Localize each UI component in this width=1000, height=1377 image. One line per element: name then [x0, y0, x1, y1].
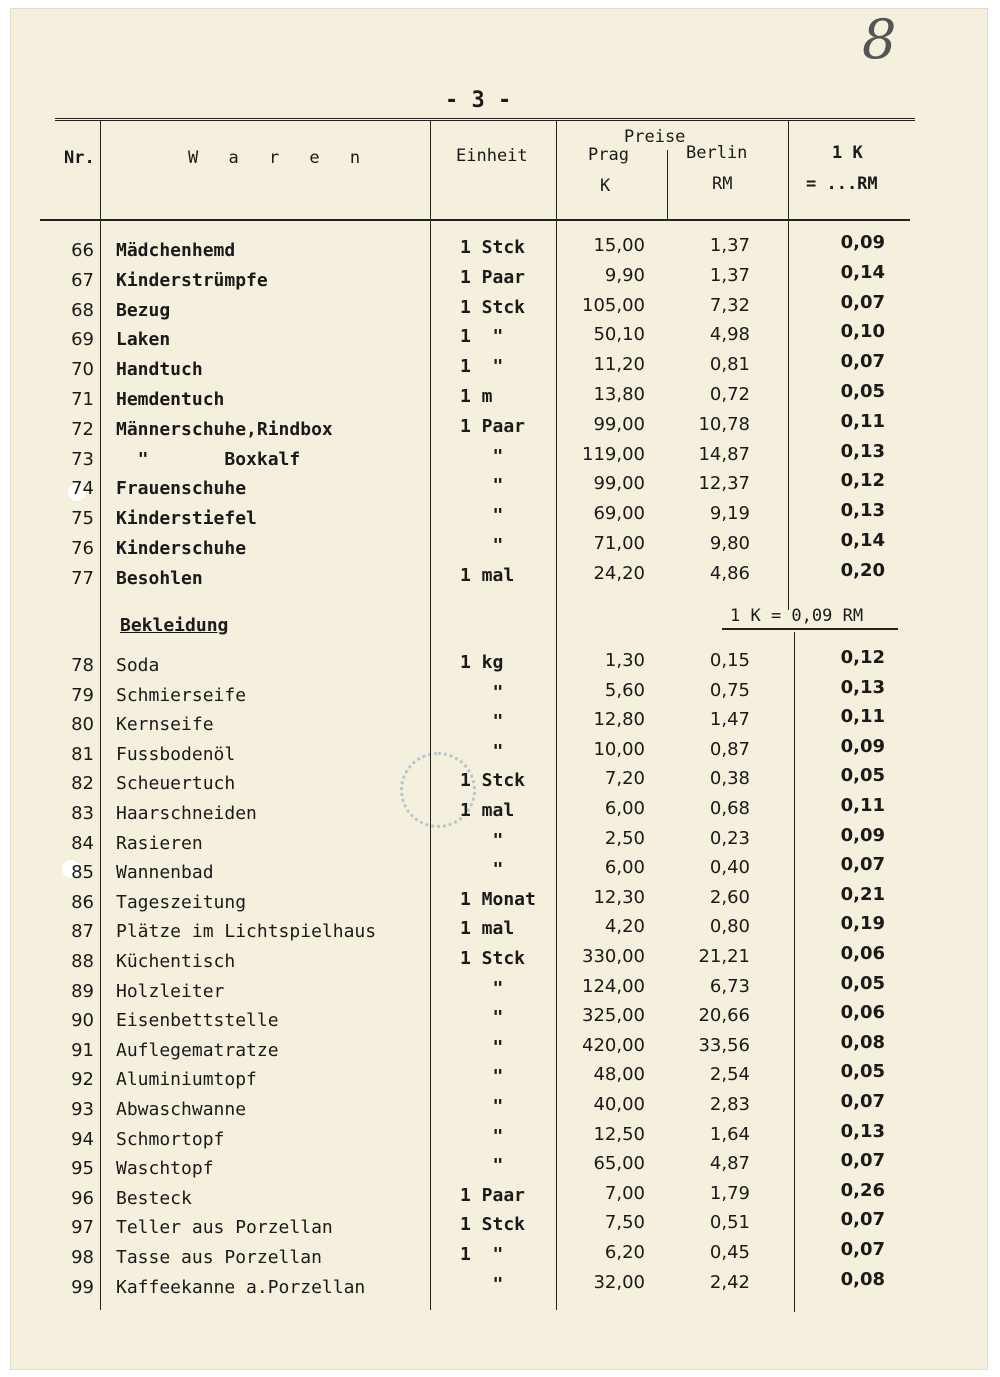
row-price-prag: 32,00 — [593, 1272, 645, 1293]
row-price-prag: 6,00 — [604, 798, 645, 819]
row-price-prag: 50,10 — [593, 324, 645, 345]
row-ratio: 0,13 — [840, 1121, 885, 1142]
row-item-name: Tasse aus Porzellan — [116, 1247, 322, 1268]
row-number: 72 — [71, 419, 94, 440]
row-item-name: Kaffeekanne a.Porzellan — [116, 1277, 366, 1298]
row-item-name: Haarschneiden — [116, 803, 257, 824]
header-ratio-top: 1 K — [832, 143, 863, 163]
row-item-name: Holzleiter — [116, 981, 225, 1002]
row-ratio: 0,07 — [840, 1209, 885, 1230]
row-item-name: Fussbodenöl — [116, 744, 236, 765]
row-ratio: 0,11 — [840, 706, 885, 727]
row-unit: 1 Paar — [460, 1185, 526, 1206]
row-unit: 1 Paar — [460, 267, 526, 288]
row-item-name: Teller aus Porzellan — [116, 1217, 333, 1238]
row-price-prag: 420,00 — [582, 1035, 645, 1056]
row-number: 71 — [71, 389, 94, 410]
row-number: 98 — [71, 1247, 94, 1268]
row-ratio: 0,08 — [840, 1032, 885, 1053]
row-number: 77 — [71, 568, 94, 589]
row-price-prag: 69,00 — [593, 503, 645, 524]
row-price-berlin: 4,87 — [709, 1153, 750, 1174]
row-number: 80 — [71, 714, 94, 735]
row-number: 70 — [71, 359, 94, 380]
row-ratio: 0,07 — [840, 854, 885, 875]
row-ratio: 0,05 — [840, 973, 885, 994]
row-ratio: 0,07 — [840, 1239, 885, 1260]
column-rule — [100, 120, 101, 1310]
row-number: 83 — [71, 803, 94, 824]
row-item-name: Bezug — [116, 300, 171, 321]
row-unit: " — [460, 978, 504, 999]
row-ratio: 0,21 — [840, 884, 885, 905]
row-price-prag: 99,00 — [593, 414, 645, 435]
row-number: 75 — [71, 508, 94, 529]
row-number: 67 — [71, 270, 94, 291]
row-number: 78 — [71, 655, 94, 676]
header-preise: Preise — [624, 127, 686, 147]
row-number: 79 — [71, 685, 94, 706]
row-unit: " — [460, 1096, 504, 1117]
row-item-name: Abwaschwanne — [116, 1099, 247, 1120]
row-number: 73 — [71, 449, 94, 470]
row-price-prag: 7,20 — [604, 768, 645, 789]
row-price-berlin: 9,80 — [709, 533, 750, 554]
header-einheit: Einheit — [456, 146, 528, 166]
row-number: 90 — [71, 1010, 94, 1031]
row-unit: 1 mal — [460, 918, 515, 939]
row-ratio: 0,13 — [840, 441, 885, 462]
row-unit: 1 Stck — [460, 1214, 526, 1235]
row-unit: " — [460, 1037, 504, 1058]
row-unit: 1 kg — [460, 652, 504, 673]
row-ratio: 0,06 — [840, 1002, 885, 1023]
row-price-prag: 12,30 — [593, 887, 645, 908]
row-price-berlin: 0,15 — [709, 650, 750, 671]
row-price-prag: 7,50 — [604, 1212, 645, 1233]
row-ratio: 0,09 — [840, 232, 885, 253]
row-item-name: Frauenschuhe — [116, 478, 247, 499]
row-price-berlin: 14,87 — [698, 444, 750, 465]
row-item-name: Handtuch — [116, 359, 203, 380]
row-price-berlin: 33,56 — [698, 1035, 750, 1056]
row-unit: 1 " — [460, 356, 504, 377]
header-prag: Prag — [588, 145, 629, 165]
row-unit: 1 " — [460, 326, 504, 347]
row-number: 88 — [71, 951, 94, 972]
row-number: 99 — [71, 1277, 94, 1298]
row-price-prag: 99,00 — [593, 473, 645, 494]
row-price-berlin: 0,87 — [709, 739, 750, 760]
header-waren: W a r e n — [188, 148, 371, 168]
row-ratio: 0,10 — [840, 321, 885, 342]
row-price-berlin: 2,60 — [709, 887, 750, 908]
row-price-prag: 24,20 — [593, 563, 645, 584]
column-rule — [667, 150, 668, 220]
row-item-name: Wannenbad — [116, 862, 214, 883]
row-price-prag: 325,00 — [582, 1005, 645, 1026]
row-unit: " — [460, 859, 504, 880]
row-unit: 1 m — [460, 386, 493, 407]
row-unit: 1 mal — [460, 565, 515, 586]
row-unit: " — [460, 535, 504, 556]
row-price-berlin: 7,32 — [709, 295, 750, 316]
row-number: 76 — [71, 538, 94, 559]
row-price-prag: 12,80 — [593, 709, 645, 730]
row-number: 85 — [71, 862, 94, 883]
row-price-prag: 15,00 — [593, 235, 645, 256]
row-price-berlin: 0,23 — [709, 828, 750, 849]
top-double-rule — [55, 118, 915, 121]
row-price-prag: 10,00 — [593, 739, 645, 760]
section-rate-rule — [722, 628, 898, 630]
row-unit: " — [460, 505, 504, 526]
header-nr: Nr. — [64, 148, 95, 168]
row-number: 82 — [71, 773, 94, 794]
row-ratio: 0,09 — [840, 825, 885, 846]
row-number: 87 — [71, 921, 94, 942]
row-price-berlin: 4,86 — [709, 563, 750, 584]
row-price-prag: 48,00 — [593, 1064, 645, 1085]
row-unit: " — [460, 1274, 504, 1295]
row-ratio: 0,07 — [840, 292, 885, 313]
row-item-name: Hemdentuch — [116, 389, 225, 410]
row-price-berlin: 2,54 — [709, 1064, 750, 1085]
row-unit: " — [460, 1007, 504, 1028]
row-price-berlin: 0,45 — [709, 1242, 750, 1263]
row-item-name: Besteck — [116, 1188, 192, 1209]
row-price-berlin: 1,79 — [709, 1183, 750, 1204]
row-number: 66 — [71, 240, 94, 261]
row-price-prag: 6,20 — [604, 1242, 645, 1263]
column-rule — [430, 120, 431, 1310]
row-price-prag: 13,80 — [593, 384, 645, 405]
row-unit: " — [460, 475, 504, 496]
row-item-name: Kinderstiefel — [116, 508, 257, 529]
row-price-berlin: 0,75 — [709, 680, 750, 701]
row-item-name: Soda — [116, 655, 160, 676]
row-number: 84 — [71, 833, 94, 854]
row-price-prag: 105,00 — [582, 295, 645, 316]
header-ratio-bottom: = ...RM — [806, 174, 878, 194]
section-title: Bekleidung — [120, 615, 229, 636]
header-berlin: Berlin — [686, 143, 748, 163]
row-ratio: 0,12 — [840, 470, 885, 491]
row-price-prag: 40,00 — [593, 1094, 645, 1115]
column-rule — [788, 120, 789, 610]
row-price-prag: 6,00 — [604, 857, 645, 878]
row-price-berlin: 0,80 — [709, 916, 750, 937]
row-price-prag: 12,50 — [593, 1124, 645, 1145]
row-ratio: 0,08 — [840, 1269, 885, 1290]
row-number: 92 — [71, 1069, 94, 1090]
row-item-name: Eisenbettstelle — [116, 1010, 279, 1031]
row-ratio: 0,14 — [840, 262, 885, 283]
row-price-berlin: 0,72 — [709, 384, 750, 405]
row-item-name: Kernseife — [116, 714, 214, 735]
row-item-name: " Boxkalf — [116, 449, 301, 470]
row-item-name: Plätze im Lichtspielhaus — [116, 921, 377, 942]
header-rule — [40, 219, 910, 221]
row-ratio: 0,13 — [840, 677, 885, 698]
row-price-prag: 5,60 — [604, 680, 645, 701]
row-price-berlin: 1,37 — [709, 265, 750, 286]
row-number: 93 — [71, 1099, 94, 1120]
row-unit: 1 Stck — [460, 948, 526, 969]
row-unit: 1 mal — [460, 800, 515, 821]
row-number: 95 — [71, 1158, 94, 1179]
row-number: 94 — [71, 1129, 94, 1150]
row-ratio: 0,09 — [840, 736, 885, 757]
row-unit: " — [460, 830, 504, 851]
row-number: 89 — [71, 981, 94, 1002]
row-ratio: 0,14 — [840, 530, 885, 551]
row-price-berlin: 0,68 — [709, 798, 750, 819]
row-price-prag: 65,00 — [593, 1153, 645, 1174]
row-price-berlin: 0,38 — [709, 768, 750, 789]
row-ratio: 0,11 — [840, 795, 885, 816]
row-price-prag: 7,00 — [604, 1183, 645, 1204]
row-item-name: Laken — [116, 329, 171, 350]
row-unit: " — [460, 1066, 504, 1087]
row-price-prag: 4,20 — [604, 916, 645, 937]
header-berlin-unit: RM — [712, 174, 733, 194]
row-item-name: Mädchenhemd — [116, 240, 236, 261]
row-price-berlin: 2,42 — [709, 1272, 750, 1293]
handwritten-page-mark: 8 — [862, 8, 897, 71]
row-price-berlin: 10,78 — [698, 414, 750, 435]
row-unit: 1 Paar — [460, 416, 526, 437]
row-item-name: Besohlen — [116, 568, 203, 589]
row-unit: " — [460, 1126, 504, 1147]
row-price-berlin: 0,40 — [709, 857, 750, 878]
row-ratio: 0,05 — [840, 1061, 885, 1082]
row-ratio: 0,05 — [840, 381, 885, 402]
row-price-berlin: 2,83 — [709, 1094, 750, 1115]
row-number: 81 — [71, 744, 94, 765]
row-unit: 1 Monat — [460, 889, 536, 910]
row-ratio: 0,05 — [840, 765, 885, 786]
row-price-prag: 2,50 — [604, 828, 645, 849]
row-ratio: 0,12 — [840, 647, 885, 668]
row-unit: 1 Stck — [460, 770, 526, 791]
row-item-name: Männerschuhe,Rindbox — [116, 419, 333, 440]
row-ratio: 0,06 — [840, 943, 885, 964]
row-item-name: Scheuertuch — [116, 773, 236, 794]
row-price-prag: 330,00 — [582, 946, 645, 967]
row-unit: " — [460, 1155, 504, 1176]
row-ratio: 0,11 — [840, 411, 885, 432]
row-unit: " — [460, 446, 504, 467]
header-prag-unit: K — [600, 176, 611, 196]
row-price-prag: 71,00 — [593, 533, 645, 554]
row-item-name: Schmierseife — [116, 685, 247, 706]
row-ratio: 0,26 — [840, 1180, 885, 1201]
row-item-name: Auflegematratze — [116, 1040, 279, 1061]
row-price-berlin: 0,81 — [709, 354, 750, 375]
row-price-berlin: 6,73 — [709, 976, 750, 997]
row-ratio: 0,13 — [840, 500, 885, 521]
row-price-berlin: 4,98 — [709, 324, 750, 345]
row-unit: 1 Stck — [460, 297, 526, 318]
row-price-berlin: 21,21 — [698, 946, 750, 967]
row-number: 86 — [71, 892, 94, 913]
page-number: - 3 - — [445, 88, 512, 113]
row-ratio: 0,07 — [840, 351, 885, 372]
row-price-berlin: 1,47 — [709, 709, 750, 730]
row-item-name: Küchentisch — [116, 951, 236, 972]
row-ratio: 0,20 — [840, 560, 885, 581]
row-price-berlin: 12,37 — [698, 473, 750, 494]
row-number: 91 — [71, 1040, 94, 1061]
row-price-prag: 119,00 — [582, 444, 645, 465]
row-unit: " — [460, 741, 504, 762]
row-price-berlin: 20,66 — [698, 1005, 750, 1026]
row-price-berlin: 9,19 — [709, 503, 750, 524]
row-item-name: Kinderschuhe — [116, 538, 247, 559]
row-item-name: Rasieren — [116, 833, 203, 854]
row-unit: 1 Stck — [460, 237, 526, 258]
row-item-name: Tageszeitung — [116, 892, 247, 913]
row-item-name: Kinderstrümpfe — [116, 270, 268, 291]
row-ratio: 0,19 — [840, 913, 885, 934]
row-number: 96 — [71, 1188, 94, 1209]
row-ratio: 0,07 — [840, 1150, 885, 1171]
row-number: 74 — [71, 478, 94, 499]
row-unit: 1 " — [460, 1244, 504, 1265]
row-number: 69 — [71, 329, 94, 350]
row-price-prag: 1,30 — [604, 650, 645, 671]
row-item-name: Waschtopf — [116, 1158, 214, 1179]
row-number: 68 — [71, 300, 94, 321]
row-item-name: Schmortopf — [116, 1129, 225, 1150]
row-ratio: 0,07 — [840, 1091, 885, 1112]
row-item-name: Aluminiumtopf — [116, 1069, 257, 1090]
row-price-prag: 11,20 — [593, 354, 645, 375]
row-unit: " — [460, 711, 504, 732]
row-price-berlin: 1,37 — [709, 235, 750, 256]
row-unit: " — [460, 682, 504, 703]
row-price-berlin: 0,51 — [709, 1212, 750, 1233]
row-price-berlin: 1,64 — [709, 1124, 750, 1145]
row-price-prag: 9,90 — [604, 265, 645, 286]
row-number: 97 — [71, 1217, 94, 1238]
section-rate: 1 K = 0,09 RM — [730, 606, 864, 626]
row-price-prag: 124,00 — [582, 976, 645, 997]
